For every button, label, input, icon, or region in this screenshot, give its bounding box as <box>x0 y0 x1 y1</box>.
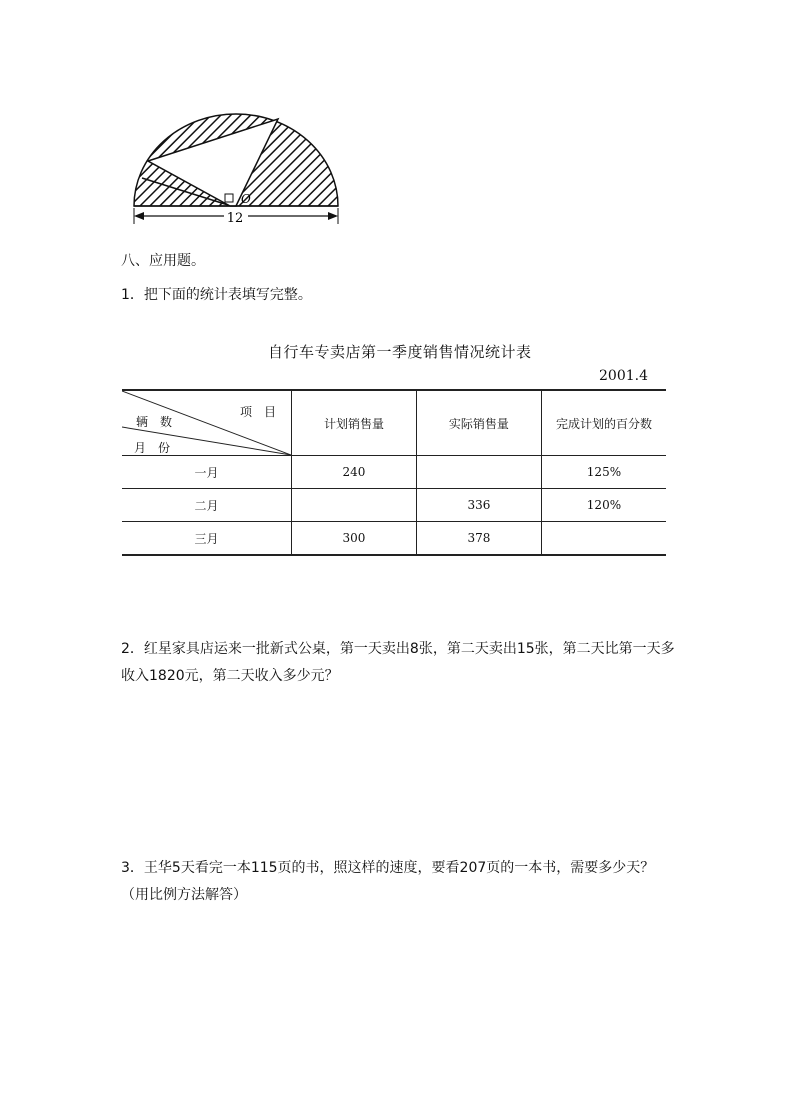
center-label: O <box>241 192 251 206</box>
planned-cell: 300 <box>292 522 417 556</box>
month-cell: 三月 <box>122 522 292 556</box>
arrowhead-left-icon <box>134 212 144 220</box>
question-3: 3．王华5天看完一本115页的书，照这样的速度，要看207页的一本书，需要多少天？（用比例方法解答） <box>121 860 655 903</box>
table-row <box>122 489 666 522</box>
planned-cell <box>292 489 417 522</box>
percent-cell: 125% <box>541 456 666 489</box>
header-actual: 实际销售量 <box>416 390 541 456</box>
corner-cell <box>122 390 292 456</box>
table-title: 自行车专卖店第一季度销售情况统计表 <box>268 343 532 361</box>
month-cell: 二月 <box>122 489 292 522</box>
table-row <box>122 456 666 489</box>
table-row <box>122 522 666 556</box>
corner-quantity-label: 辆 数 <box>136 415 173 429</box>
table-date: 2001.4 <box>599 368 648 384</box>
question-1: 1．把下面的统计表填写完整。 <box>121 287 312 303</box>
section-title: 八、应用题。 <box>121 253 205 269</box>
actual-cell: 378 <box>416 522 541 556</box>
corner-month-label: 月 份 <box>134 441 171 455</box>
semicircle-figure <box>128 108 344 234</box>
question-2: 2．红星家具店运来一批新式公桌，第一天卖出8张，第二天卖出15张，第二天比第一天多收入1820元，第二天收入多少元？ <box>121 641 675 684</box>
table-header-row <box>122 390 666 456</box>
planned-cell: 240 <box>292 456 417 489</box>
actual-cell: 336 <box>416 489 541 522</box>
right-angle-mark <box>225 194 233 202</box>
header-planned: 计划销售量 <box>292 390 417 456</box>
percent-cell: 120% <box>541 489 666 522</box>
actual-cell <box>416 456 541 489</box>
sales-statistics-table <box>122 389 666 556</box>
semicircle-diagram <box>128 108 344 234</box>
header-percent: 完成计划的百分数 <box>541 390 666 456</box>
arrowhead-right-icon <box>328 212 338 220</box>
corner-item-label: 项 目 <box>240 405 277 419</box>
dimension-label: 12 <box>226 211 244 226</box>
month-cell: 一月 <box>122 456 292 489</box>
percent-cell <box>541 522 666 556</box>
